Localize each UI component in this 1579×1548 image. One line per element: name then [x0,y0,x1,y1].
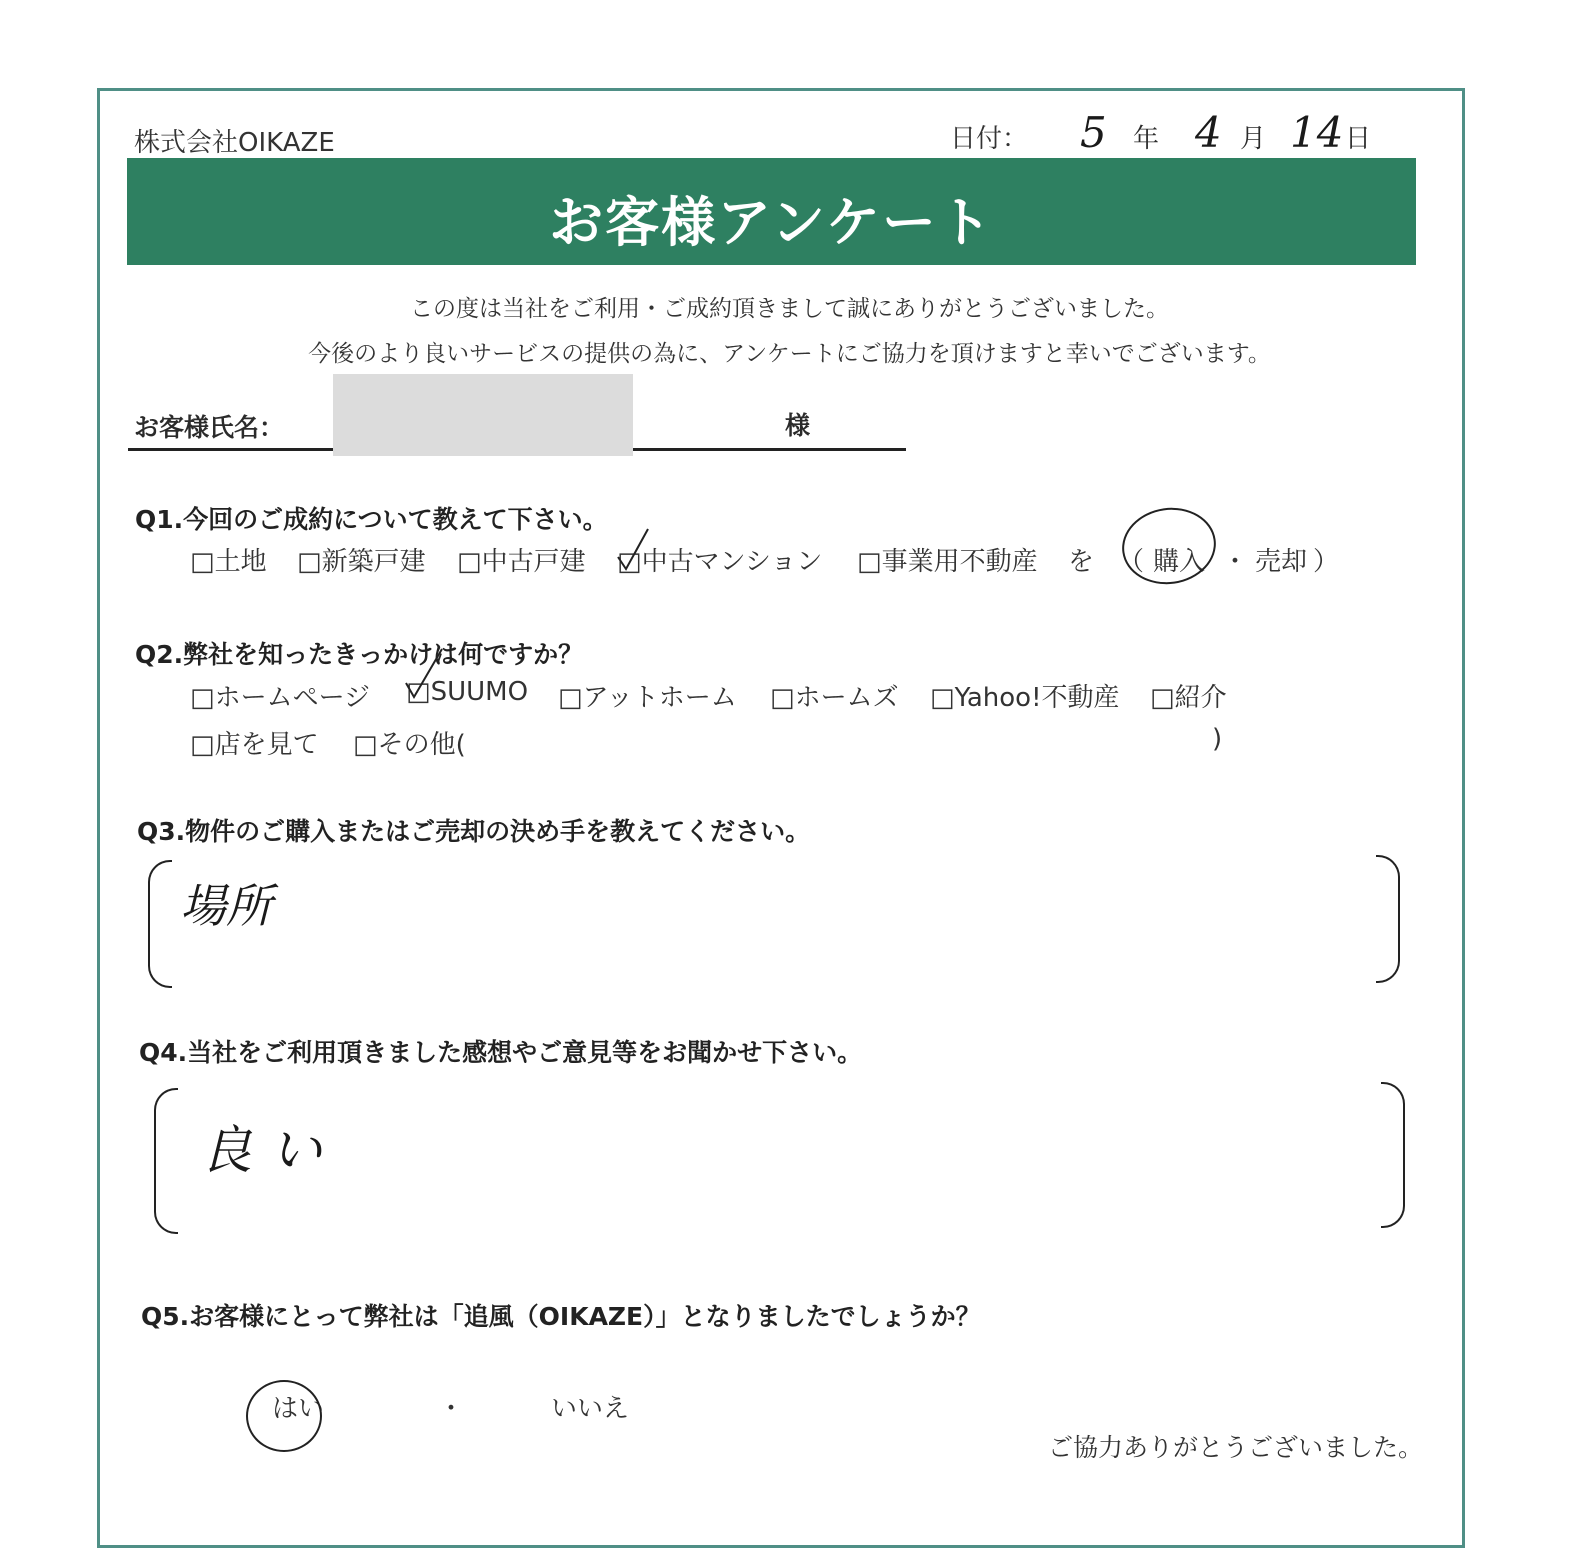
customer-name-redacted [333,374,633,456]
q2-check-mark [400,645,446,703]
q2-option-homes[interactable]: □ホームズ [770,683,899,713]
date-day-unit: 日 [1345,124,1372,154]
date-year: 5 [1080,108,1107,157]
intro-line-2: 今後のより良いサービスの提供の為に、アンケートにご協力を頂けますと幸いでございます。 [308,341,1271,367]
q2-other-close-paren: ) [1212,724,1223,754]
q5-option-yes[interactable]: はい [272,1394,325,1424]
customer-name-suffix: 様 [785,411,811,440]
date-month: 4 [1195,108,1222,157]
q4-answer[interactable]: 良い [200,1121,341,1181]
intro-line-1: この度は当社をご利用・ご成約頂きまして誠にありがとうございました。 [410,296,1169,322]
date-year-unit: 年 [1133,124,1160,154]
company-name: 株式会社OIKAZE [134,128,335,158]
date-day: 14 [1290,108,1344,157]
q1-check-mark [612,525,652,575]
q1-connector: を [1068,547,1095,577]
q1-paren-close: ） [1313,547,1340,577]
q2-option-athome[interactable]: □アットホーム [558,683,737,713]
q2-option-homepage[interactable]: □ホームページ [190,683,371,713]
q1-question: Q1.今回のご成約について教えて下さい。 [135,505,608,534]
page-title: お客様アンケート [549,191,994,254]
q3-answer[interactable]: 場所 [180,879,272,933]
q1-paren-open: （ [1118,547,1145,577]
q2-option-other[interactable]: □その他( [353,730,466,760]
q4-question: Q4.当社をご利用頂きました感想やご意見等をお聞かせ下さい。 [139,1038,863,1067]
q3-bracket-right [1376,855,1400,983]
q4-bracket-right [1381,1082,1405,1228]
q2-option-store[interactable]: □店を見て [190,730,319,760]
q4-bracket-left [154,1088,178,1234]
q1-choice-sale[interactable]: 売却 [1255,547,1308,577]
q1-option-used-mansion[interactable]: □中古マンション [617,547,823,577]
date-month-unit: 月 [1240,124,1267,154]
q1-option-business[interactable]: □事業用不動産 [857,547,1038,577]
thanks-message: ご協力ありがとうございました。 [1048,1433,1424,1462]
q2-question: Q2.弊社を知ったきっかけは何ですか？ [135,640,584,669]
q3-question: Q3.物件のご購入またはご売却の決め手を教えてください。 [137,817,811,846]
q1-choice-purchase[interactable]: 購入 [1153,547,1206,577]
q1-option-new-house[interactable]: □新築戸建 [297,547,426,577]
q2-option-suumo[interactable]: □SUUMO [406,677,529,707]
customer-name-label: お客様氏名： [134,413,285,442]
q3-bracket-left [148,860,172,988]
date-label: 日付： [950,124,1029,154]
q1-option-land[interactable]: □土地 [190,547,267,577]
q5-option-no[interactable]: いいえ [551,1394,630,1424]
q2-option-yahoo[interactable]: □Yahoo!不動産 [930,683,1120,713]
title-banner [127,158,1416,265]
q2-option-referral[interactable]: □紹介 [1150,683,1227,713]
q1-dot: ・ [1222,547,1249,577]
q5-question: Q5.お客様にとって弊社は「追風（OIKAZE）」となりましたでしょうか？ [141,1302,981,1331]
q1-option-used-house[interactable]: □中古戸建 [457,547,586,577]
q5-dot: ・ [438,1394,465,1424]
q5-yes-circle [246,1380,325,1452]
